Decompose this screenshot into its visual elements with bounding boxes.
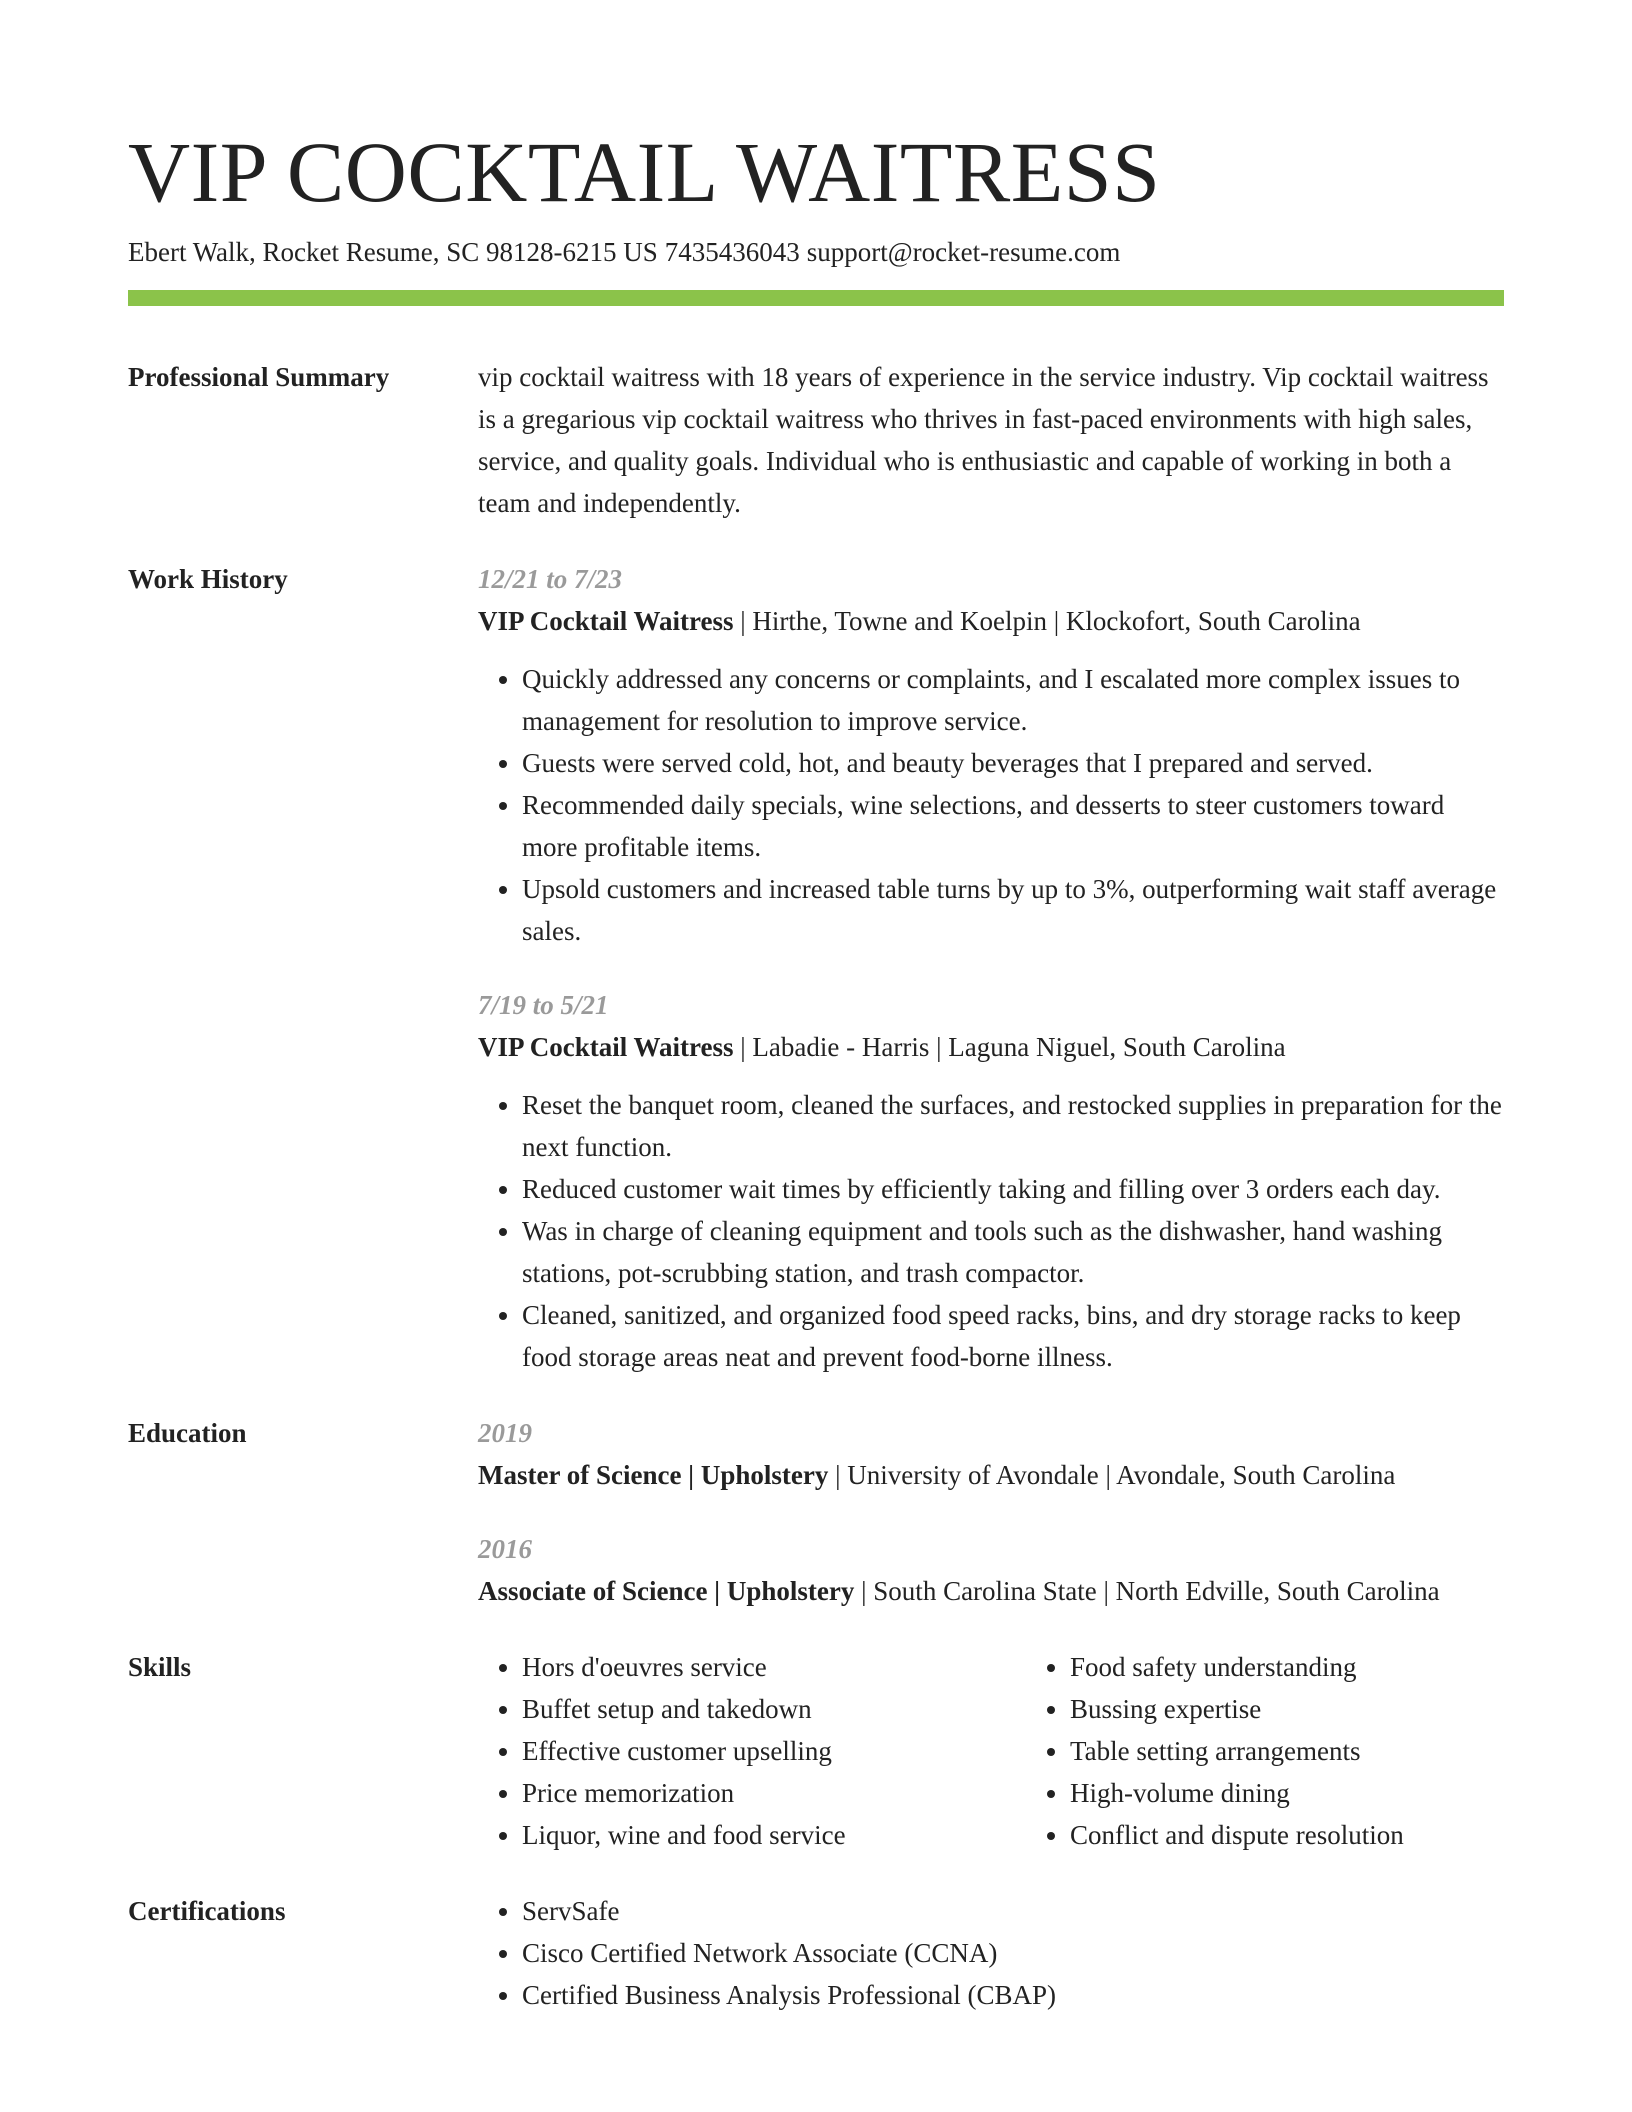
list-item: • Certified Business Analysis Professional (CBAP) — [522, 1974, 1504, 2016]
education-label: Education — [128, 1418, 247, 1448]
certifications-label: Certifications — [128, 1896, 286, 1926]
list-item: • High-volume dining — [1070, 1772, 1504, 1814]
education-degree: Master of Science | Upholstery — [478, 1460, 829, 1490]
list-item: • ServSafe — [522, 1890, 1504, 1932]
list-item: • Quickly addressed any concerns or complaints, and I escalated more complex issues to management for resolution to improve service. — [522, 658, 1504, 742]
list-item: • Was in charge of cleaning equipment and tools such as the dishwasher, hand washing stations, pot-scrubbing station, and trash compactor. — [522, 1210, 1504, 1294]
list-item: • Cleaned, sanitized, and organized food speed racks, bins, and dry storage racks to keep food storage areas neat and prevent food-borne illness. — [522, 1294, 1504, 1378]
education-year: 2016 — [478, 1534, 532, 1564]
list-item: • Price memorization — [522, 1772, 1026, 1814]
list-item: • Bussing expertise — [1070, 1688, 1504, 1730]
skills-list-right — [1026, 1646, 1504, 1856]
job-employer: | Labadie - Harris | Laguna Niguel, South Carolina — [733, 1032, 1286, 1062]
job-bullets — [478, 658, 1504, 952]
header-divider — [128, 290, 1504, 306]
education-content — [478, 1412, 1504, 1612]
education-entry — [478, 1528, 1504, 1612]
job-title: VIP Cocktail Waitress — [478, 1032, 734, 1062]
list-item: • Reset the banquet room, cleaned the surfaces, and restocked supplies in preparation for the next function. — [522, 1084, 1504, 1168]
contact-address: Ebert Walk, Rocket Resume, SC 98128-6215 US — [128, 237, 658, 267]
job-role — [478, 600, 1504, 642]
education-year: 2019 — [478, 1418, 532, 1448]
education-degree: Associate of Science | Upholstery — [478, 1576, 855, 1606]
contact-line — [128, 234, 1504, 270]
list-item: • Guests were served cold, hot, and beauty beverages that I prepared and served. — [522, 742, 1504, 784]
certifications-section — [128, 1890, 1504, 2016]
skills-section — [128, 1646, 1504, 1856]
education-degree-line — [478, 1570, 1504, 1612]
contact-phone: 7435436043 — [664, 237, 800, 267]
list-item: • Hors d'oeuvres service — [522, 1646, 1026, 1688]
summary-content — [478, 356, 1504, 524]
summary-section — [128, 356, 1504, 524]
list-item: • Cisco Certified Network Associate (CCNA) — [522, 1932, 1504, 1974]
list-item: • Buffet setup and takedown — [522, 1688, 1026, 1730]
education-section — [128, 1412, 1504, 1612]
job-entry — [478, 984, 1504, 1378]
education-entry — [478, 1412, 1504, 1496]
skills-label: Skills — [128, 1652, 192, 1682]
job-dates: 12/21 to 7/23 — [478, 564, 623, 594]
work-history-label: Work History — [128, 564, 288, 594]
skills-content — [478, 1646, 1504, 1856]
list-item: • Reduced customer wait times by efficiently taking and filling over 3 orders each day. — [522, 1168, 1504, 1210]
list-item: • Table setting arrangements — [1070, 1730, 1504, 1772]
list-item: • Effective customer upselling — [522, 1730, 1026, 1772]
job-bullets — [478, 1084, 1504, 1378]
education-degree-line — [478, 1454, 1504, 1496]
job-dates: 7/19 to 5/21 — [478, 990, 609, 1020]
certifications-list — [478, 1890, 1504, 2016]
list-item: • Conflict and dispute resolution — [1070, 1814, 1504, 1856]
work-history-section — [128, 558, 1504, 1378]
job-title: VIP Cocktail Waitress — [478, 606, 734, 636]
education-school: | South Carolina State | North Edville, South Carolina — [854, 1576, 1440, 1606]
resume-title: VIP COCKTAIL WAITRESS — [128, 124, 1161, 220]
summary-label: Professional Summary — [128, 362, 390, 392]
job-entry — [478, 558, 1504, 952]
job-employer: | Hirthe, Towne and Koelpin | Klockofort, South Carolina — [733, 606, 1361, 636]
skills-list-left — [478, 1646, 1026, 1856]
list-item: • Upsold customers and increased table turns by up to 3%, outperforming wait staff average sales. — [522, 868, 1504, 952]
list-item: • Liquor, wine and food service — [522, 1814, 1026, 1856]
list-item: • Food safety understanding — [1070, 1646, 1504, 1688]
list-item: • Recommended daily specials, wine selections, and desserts to steer customers toward more profitable items. — [522, 784, 1504, 868]
summary-text: vip cocktail waitress with 18 years of experience in the service industry. Vip cocktail waitress is a gregarious vip cocktail waitress who thrives in fast-paced environments with high sales, service, and quality goals. Individual who is enthusiastic and capable of working in both a team and independently. — [478, 362, 1489, 518]
contact-email: support@rocket-resume.com — [806, 237, 1121, 267]
job-role — [478, 1026, 1504, 1068]
certifications-content — [478, 1890, 1504, 2016]
education-school: | University of Avondale | Avondale, South Carolina — [828, 1460, 1396, 1490]
work-history-content — [478, 558, 1504, 1378]
